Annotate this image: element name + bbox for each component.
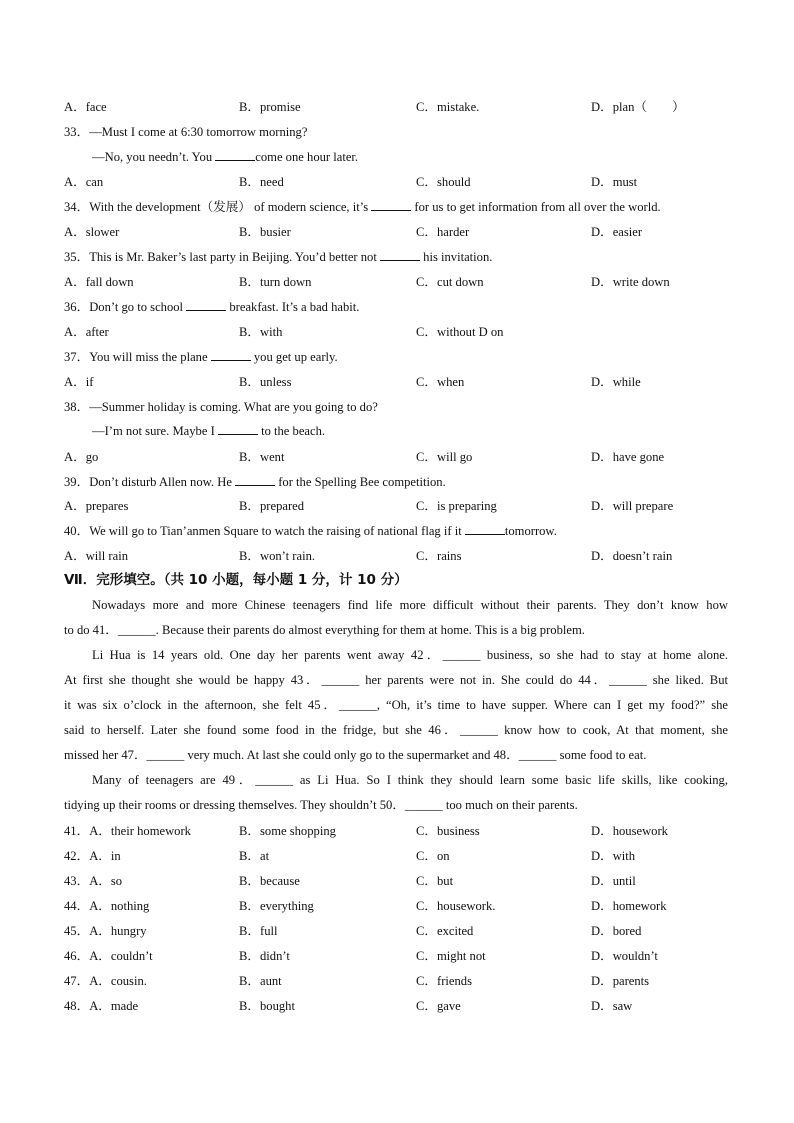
q45-option-d: D．bored [591,924,642,938]
q39-stem: 39．Don’t disturb Allen now. He for the Spelling Bee competition. [64,475,446,489]
q34-option-a: A．slower [64,225,120,239]
q43-option-b: B．because [239,874,300,888]
answer-blank [380,249,420,261]
q37-option-c: C．when [416,375,465,389]
q40-option-b: B．won’t rain. [239,549,316,563]
q33-option-a: A．can [64,175,104,189]
q48-option-b: B．bought [239,999,295,1013]
q46-option-d: D．wouldn’t [591,949,658,963]
q39-option-a: A．prepares [64,499,129,513]
q46-option-a: 46．A．couldn’t [64,949,153,963]
q39-option-c: C．is preparing [416,499,497,513]
q32-option-b: B．promise [239,100,301,114]
q42-option-d: D．with [591,849,636,863]
answer-blank [465,523,505,535]
q35-option-d: D．write down [591,275,670,289]
passage-line: Li Hua is 14 years old. One day her parents went away 42．______ business, so she had to stay at home alone. [92,648,728,662]
cloze-passage [64,593,728,818]
q41-option-c: C．business [416,824,480,838]
q36-stem: 36．Don’t go to school breakfast. It’s a bad habit. [64,300,360,314]
q48-option-c: C．gave [416,999,461,1013]
q38-stem: 38．—Summer holiday is coming. What are you going to do? [64,400,378,414]
passage-line: Nowadays more and more Chinese teenagers find life more difficult without their parents. They don’t know how [92,598,728,612]
answer-blank [371,199,411,211]
q36-option-a: A．after [64,325,109,339]
q34-stem: 34．With the development（发展） of modern science, it’s for us to get information from all over the world. [64,200,661,214]
q33-reply: —No, you needn’t. You come one hour later. [92,150,359,164]
q33-option-d: D．must [591,175,638,189]
q35-stem: 35．This is Mr. Baker’s last party in Beijing. You’d better not his invitation. [64,250,493,264]
q45-option-b: B．full [239,924,278,938]
q45-option-c: C．excited [416,924,474,938]
q36-option-c: C．without D on [416,325,504,339]
q47-option-a: 47．A．cousin. [64,974,147,988]
q44-option-b: B．everything [239,899,314,913]
q32-option-c: C．mistake. [416,100,480,114]
section-heading: Ⅶ．完形填空。（共 10 小题，每小题 1 分，计 10 分） [64,572,408,588]
q48-option-d: D．saw [591,999,633,1013]
q34-option-d: D．easier [591,225,643,239]
q42-option-a: 42．A．in [64,849,121,863]
q33-stem: 33．—Must I come at 6:30 tomorrow morning? [64,125,308,139]
q33-option-b: B．need [239,175,284,189]
q34-option-b: B．busier [239,225,291,239]
q38-reply: —I’m not sure. Maybe I to the beach. [92,424,326,438]
q42-option-b: B．at [239,849,270,863]
q42-option-c: C．on [416,849,450,863]
passage-line: tidying up their rooms or dressing themselves. They shouldn’t 50．______ too much on their parents. [64,798,578,812]
q44-option-d: D．homework [591,899,667,913]
q47-option-d: D．parents [591,974,650,988]
q37-option-d: D．while [591,375,641,389]
q47-option-c: C．friends [416,974,472,988]
q35-option-a: A．fall down [64,275,134,289]
q41-option-a: 41．A．their homework [64,824,191,838]
passage-line: At first she thought she would be happy 43．______ her parents were not in. She could do 44．______ she liked. But [64,673,728,687]
q36-option-b: B．with [239,325,283,339]
answer-blank [186,299,226,311]
q33-option-c: C．should [416,175,471,189]
q32-option-d: D．plan（ ） [591,100,685,114]
q35-option-b: B．turn down [239,275,312,289]
passage-line: Many of teenagers are 49．______ as Li Hua. So I think they should learn some basic life skills, like cooking, [92,773,728,787]
q38-option-a: A．go [64,450,99,464]
q39-option-d: D．will prepare [591,499,674,513]
q40-option-d: D．doesn’t rain [591,549,673,563]
q45-option-a: 45．A．hungry [64,924,147,938]
passage-line: to do 41．______. Because their parents do almost everything for them at home. This is a big problem. [64,623,585,637]
q40-option-a: A．will rain [64,549,129,563]
q43-option-d: D．until [591,874,636,888]
answer-blank [235,474,275,486]
q40-stem: 40．We will go to Tian’anmen Square to watch the raising of national flag if it tomorrow. [64,524,557,538]
q39-option-b: B．prepared [239,499,305,513]
q38-option-d: D．have gone [591,450,665,464]
q32-option-a: A．face [64,100,107,114]
q48-option-a: 48．A．made [64,999,139,1013]
q44-option-a: 44．A．nothing [64,899,150,913]
q47-option-b: B．aunt [239,974,282,988]
answer-blank [211,349,251,361]
answer-blank [215,149,255,161]
q34-option-c: C．harder [416,225,470,239]
q37-option-b: B．unless [239,375,292,389]
q41-option-b: B．some shopping [239,824,336,838]
q38-option-c: C．will go [416,450,473,464]
q43-option-c: C．but [416,874,454,888]
q38-option-b: B．went [239,450,285,464]
q46-option-b: B．didn’t [239,949,290,963]
q44-option-c: C．housework. [416,899,496,913]
q41-option-d: D．housework [591,824,668,838]
q37-stem: 37．You will miss the plane you get up early. [64,350,338,364]
q40-option-c: C．rains [416,549,462,563]
q37-option-a: A．if [64,375,94,389]
q35-option-c: C．cut down [416,275,484,289]
passage-line: it was six o’clock in the afternoon, she felt 45．______, “Oh, it’s time to have supper. Where can I get my food?” she [64,698,728,712]
passage-line: missed her 47．______ very much. At last she could only go to the supermarket and 48．______ some food to eat. [64,748,647,762]
answer-blank [218,423,258,435]
passage-line: said to herself. Later she found some food in the fridge, but she 46．______ know how to cook, At that moment, she [64,723,728,737]
q46-option-c: C．might not [416,949,486,963]
q43-option-a: 43．A．so [64,874,123,888]
